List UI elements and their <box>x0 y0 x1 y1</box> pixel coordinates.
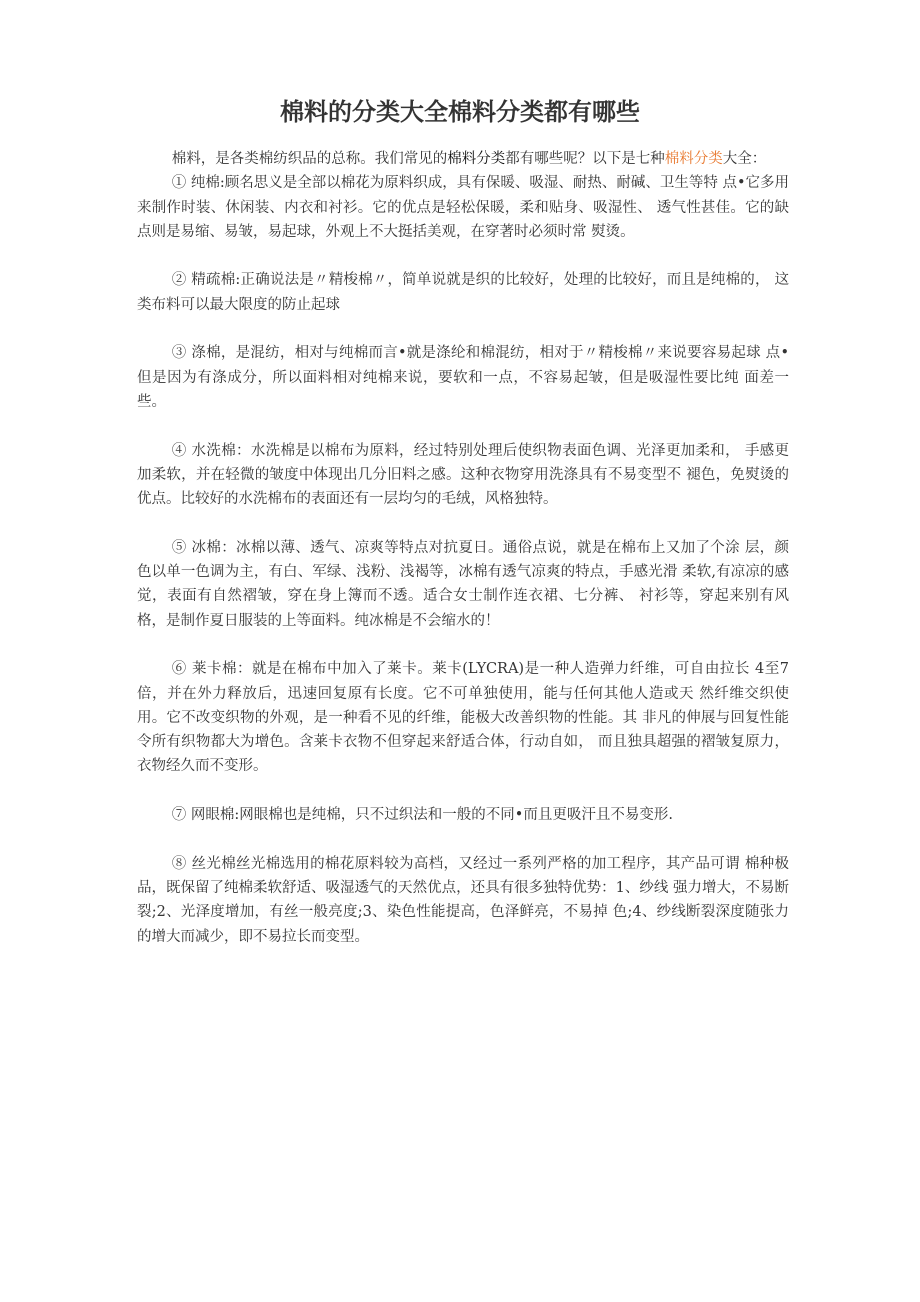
item-mesh-cotton: ⑦ 网眼棉:网眼棉也是纯棉，只不过织法和一般的不同•而且更吸汗且不易变形. <box>171 807 673 824</box>
keyword-cotton-classification: 棉料分类 <box>447 151 506 167</box>
intro-text-end: 大全： <box>722 151 767 167</box>
item-ice-cotton: ⑤ 冰棉：冰棉以薄、透气、凉爽等特点对抗夏日。通俗点说，就是在棉布上又加了个涂 层，颜色以单一色调为主，有白、军绿、浅粉、浅褐等，冰棉有透气凉爽的特点，手感光滑 柔软,有凉凉的感觉，表面有自然褶皱，穿在身上簿而不透。适合女士制作连衣裙、七分裤、 衬衫等，穿起来别有风格，是制作夏日服装的上等面料。纯冰棉是不会缩水的！ <box>137 539 789 629</box>
item-washed-cotton: ④ 水洗棉：水洗棉是以棉布为原料，经过特别处理后使织物表面色调、光泽更加柔和， 手感更加柔软，并在轻微的皱度中体现出几分旧料之感。这种衣物穿用洗涤具有不易变型不 褪色，免熨烫的优点。比较好的水洗棉布的表面还有一层均匀的毛绒，风格独特。 <box>137 442 789 508</box>
intro-text-start: 棉料，是各类棉纺织品的总称。我们常见的 <box>171 151 448 167</box>
intro-paragraph <box>137 147 789 171</box>
item-lycra-cotton: ⑥ 莱卡棉：就是在棉布中加入了莱卡。莱卡(LYCRA)是一种人造弹力纤维，可自由拉长 4至7倍，并在外力释放后，迅速回复原有长度。它不可单独使用，能与任何其他人造或天 然纤维交织使用。它不改变织物的外观，是一种看不见的纤维，能极大改善织物的性能。其 非凡的伸展与回复性能令所有织物都大为增色。含莱卡衣物不但穿起来舒适合体，行动自如， 而且独具超强的褶皱复原力，衣物经久而不变形。 <box>137 661 789 775</box>
article-body <box>137 147 789 973</box>
item-mercerized-cotton: ⑧ 丝光棉丝光棉选用的棉花原料较为高档，又经过一系列严格的加工程序，其产品可谓 棉种极品，既保留了纯棉柔软舒适、吸湿透气的天然优点，还具有很多独特优势：1、纱线 强力增大，不易断裂;2、光泽度增加，有丝一般亮度;3、染色性能提高，色泽鲜亮，不易掉 色;4、纱线断裂深度随张力的增大而减少，即不易拉长而变型。 <box>137 855 789 945</box>
intro-text-middle: 都有哪些呢？以下是七种 <box>505 151 665 167</box>
item-combed-cotton: ② 精疏棉:正确说法是〃精梭棉〃，简单说就是织的比较好，处理的比较好，而且是纯棉的， 这类布料可以最大限度的防止起球 <box>137 272 789 313</box>
page-title: 棉料的分类大全棉料分类都有哪些 <box>280 98 640 126</box>
item-polyester-cotton: ③ 涤棉，是混纺，相对与纯棉而言•就是涤纶和棉混纺，相对于〃精梭棉〃来说要容易起球 点•但是因为有涤成分，所以面料相对纯棉来说，要软和一点，不容易起皱，但是吸湿性要比纯 面差一些。 <box>137 345 789 410</box>
item-pure-cotton: ① 纯棉:顾名思义是全部以棉花为原料织成，具有保暖、吸湿、耐热、耐碱、卫生等特 点•它多用来制作时装、休闲装、内衣和衬衫。它的优点是轻松保暖，柔和贴身、吸湿性、 透气性甚佳。它的缺点则是易缩、易皱，易起球，外观上不大挺括美观，在穿著时必须时常 熨烫。 <box>137 175 789 240</box>
link-cotton-classification[interactable]: 棉料分类 <box>664 151 723 167</box>
